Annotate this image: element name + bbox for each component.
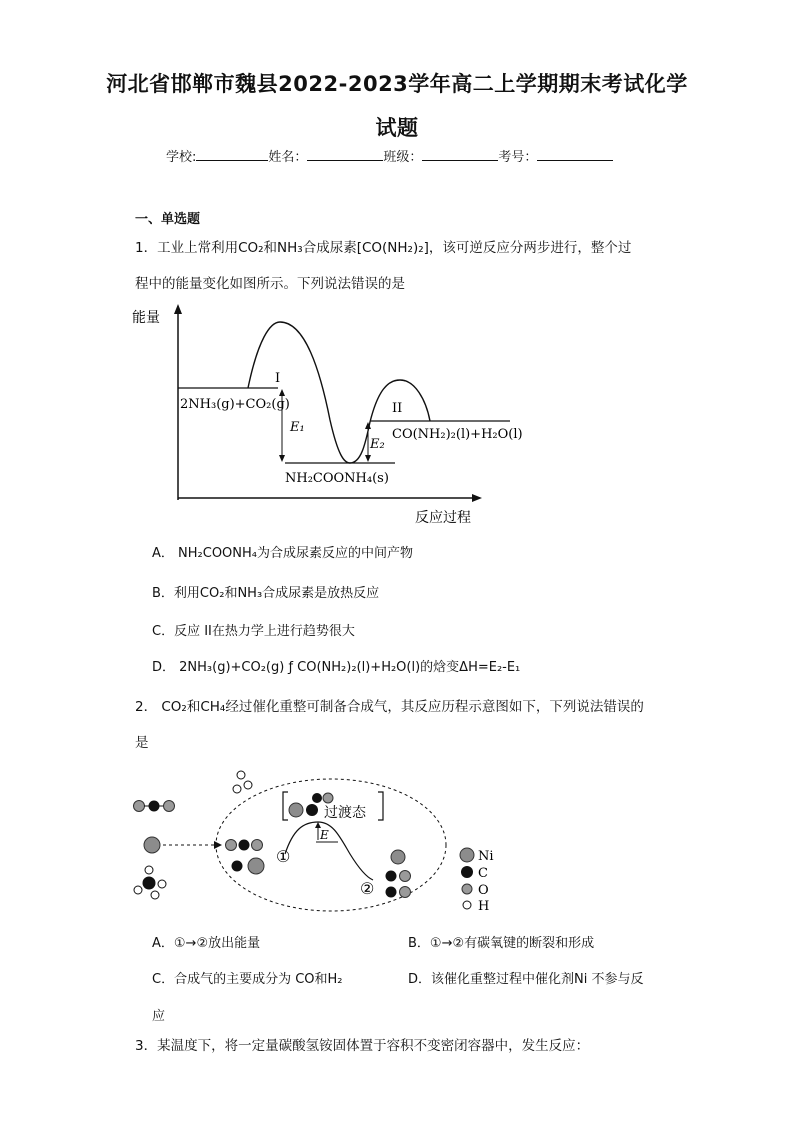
co2-molecule xyxy=(134,801,175,812)
legend xyxy=(460,848,494,914)
step-1-label: ① xyxy=(276,847,291,866)
q1-option-c[interactable]: C．反应 II在热力学上进行趋势很大 xyxy=(152,624,355,639)
q1-option-a[interactable]: A． NH₂COONH₄为合成尿素反应的中间产物 xyxy=(152,546,413,561)
y-axis-arrow xyxy=(174,304,182,314)
legend-h-icon xyxy=(463,901,471,909)
ni-catalyst-left xyxy=(144,837,160,853)
y-axis-label: 能量 xyxy=(132,310,160,326)
x-axis-arrow xyxy=(472,494,482,502)
section-heading: 一、单选题 xyxy=(135,212,201,227)
q2-option-a[interactable]: A．①→②放出能量 xyxy=(152,936,261,951)
page-title: 河北省邯郸市魏县2022-2023学年高二上学期期末考试化学 xyxy=(106,72,688,96)
legend-c-icon xyxy=(461,866,473,878)
exam-number-label: 考号： xyxy=(498,150,538,165)
class-label: 班级： xyxy=(383,150,423,165)
q2-stem-line2: 是 xyxy=(135,735,149,751)
q2-stem-line1: 2． CO₂和CH₄经过催化重整可制备合成气，其反应历程示意图如下，下列说法错误的 xyxy=(135,699,644,715)
label-I: I xyxy=(275,371,281,386)
q1-option-d[interactable]: D． 2NH₃(g)+CO₂(g) ƒ CO(NH₂)₂(l)+H₂O(l)的焓变ΔH=E₂-E₁ xyxy=(152,660,521,675)
reactants-label: 2NH₃(g)+CO₂(g) xyxy=(180,397,290,412)
energy-curve xyxy=(285,822,373,880)
q1-stem-line1: 1．工业上常利用CO₂和NH₃合成尿素[CO(NH₂)₂]，该可逆反应分两步进行，整个过 xyxy=(135,240,632,256)
q1-stem-line2: 程中的能量变化如图所示。下列说法错误的是 xyxy=(135,276,405,292)
q1-option-b[interactable]: B．利用CO₂和NH₃合成尿素是放热反应 xyxy=(152,586,380,601)
legend-o-icon xyxy=(462,884,472,894)
q2-option-d[interactable]: D．该催化重整过程中催化剂Ni 不参与反 xyxy=(408,972,644,987)
name-blank[interactable] xyxy=(307,146,383,161)
legend-h: H xyxy=(478,899,490,914)
student-info-row xyxy=(166,146,613,165)
label-II: II xyxy=(392,401,403,416)
q3-stem-line1: 3．某温度下，将一定量碳酸氢铵固体置于容积不变密闭容器中，发生反应： xyxy=(135,1038,590,1054)
name-label: 姓名： xyxy=(268,150,308,165)
q1-energy-diagram xyxy=(130,300,530,530)
legend-o: O xyxy=(478,883,489,898)
q2-option-b[interactable]: B．①→②有碳氧键的断裂和形成 xyxy=(408,936,595,951)
class-blank[interactable] xyxy=(422,146,498,161)
x-axis-label: 反应过程 xyxy=(415,510,471,526)
q2-option-d-continued: 应 xyxy=(152,1009,166,1024)
legend-ni-icon xyxy=(460,848,474,862)
ch4-molecule xyxy=(134,866,166,899)
e1-label: E₁ xyxy=(290,420,305,435)
exam-number-blank[interactable] xyxy=(537,146,613,161)
page-title-line2: 试题 xyxy=(375,116,419,140)
energy-e-label: E xyxy=(320,828,329,842)
legend-c: C xyxy=(478,866,488,881)
q2-option-c[interactable]: C．合成气的主要成分为 CO和H₂ xyxy=(152,972,343,987)
legend-ni: Ni xyxy=(478,849,494,864)
e2-label: E₂ xyxy=(370,437,385,452)
products-label: CO(NH₂)₂(l)+H₂O(l) xyxy=(392,427,523,442)
school-blank[interactable] xyxy=(196,146,268,161)
school-label: 学校: xyxy=(166,150,197,165)
step-2-label: ② xyxy=(360,879,375,898)
intermediate-label: NH₂COONH₄(s) xyxy=(285,471,389,486)
q2-mechanism-diagram xyxy=(128,762,508,922)
transition-state-label: 过渡态 xyxy=(324,805,366,821)
h2-molecule-top xyxy=(233,771,252,793)
